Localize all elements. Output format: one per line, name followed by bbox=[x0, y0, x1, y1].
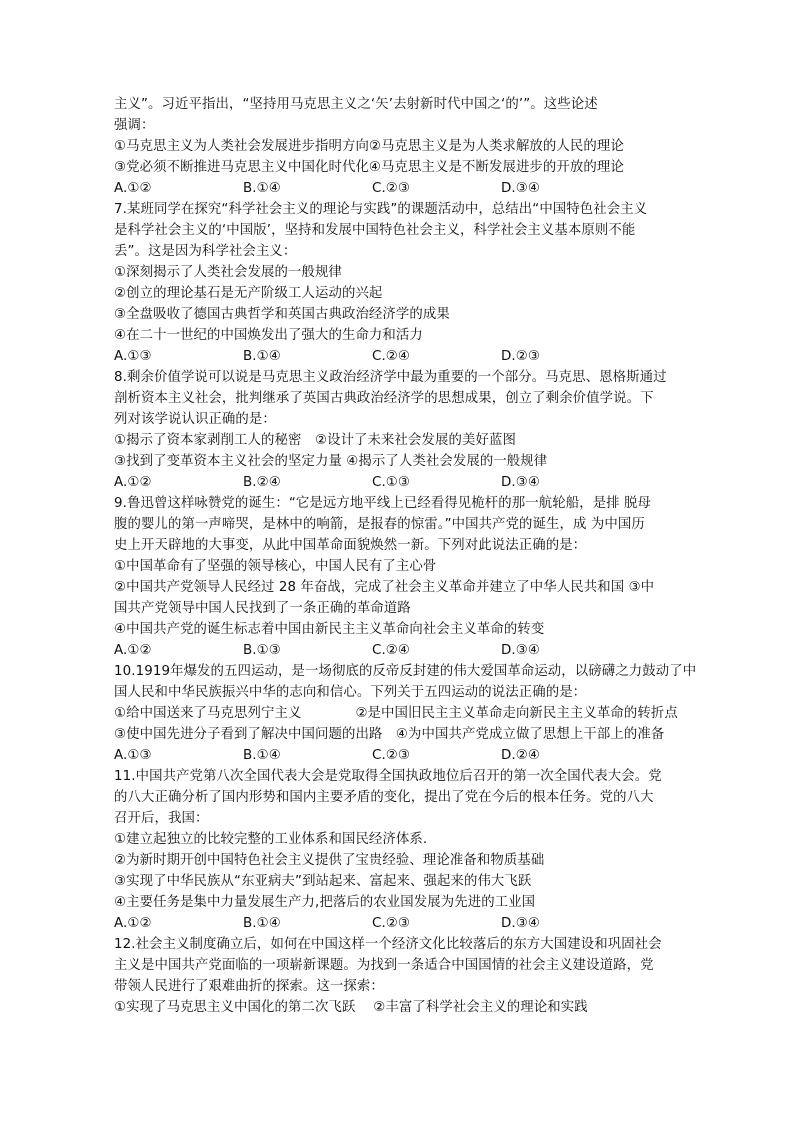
text-line: ④主要任务是集中力量发展生产力,把落后的农业国发展为先进的工业国 bbox=[114, 895, 536, 910]
text-line: ②为新时期开创中国特色社会主义提供了宝贵经验、理论准备和物质基础 bbox=[114, 853, 545, 868]
text-line: ③找到了变革资本主义社会的坚定力量 ④揭示了人类社会发展的一般规律 bbox=[114, 454, 548, 469]
answer-option: A.①③ bbox=[114, 748, 152, 763]
answer-options bbox=[114, 913, 686, 934]
answer-option: B.①④ bbox=[243, 349, 281, 364]
answer-option: A.①② bbox=[114, 643, 152, 658]
text-line: ①揭示了资本家剥削工人的秘密 ②设计了未来社会发展的美好蓝图 bbox=[114, 433, 516, 448]
text-line: 主义是中国共产党面临的一项崭新课题。为找到一条适合中国国情的社会主义建设道路，党 bbox=[114, 958, 654, 973]
answer-options bbox=[114, 745, 686, 766]
answer-options bbox=[114, 178, 686, 199]
text-line: 10.1919年爆发的五四运动，是一场彻底的反帝反封建的伟大爱国革命运动，以磅礴之力鼓动了中 bbox=[114, 664, 697, 679]
text-line: 剖析资本主义社会，批判继承了英国古典政治经济学的思想成果，创立了剩余价值学说。下 bbox=[114, 391, 654, 406]
text-line: ③使中国先进分子看到了解决中国问题的出路 ④为中国共产党成立做了思想上干部上的准备 bbox=[114, 727, 665, 742]
text-line: ③党必须不断推进马克思主义中国化时代化④马克思主义是不断发展进步的开放的理论 bbox=[114, 160, 624, 175]
text-line: 国共产党领导中国人民找到了一条正确的革命道路 bbox=[114, 601, 411, 616]
text-line: 国人民和中华民族振兴中华的志向和信心。下列关于五四运动的说法正确的是： bbox=[114, 685, 587, 700]
answer-option: B.①④ bbox=[243, 748, 281, 763]
answer-option: D.③④ bbox=[501, 475, 540, 490]
text-line: 的八大正确分析了国内形势和国内主要矛盾的变化，提出了党在今后的根本任务。党的八大 bbox=[114, 790, 654, 805]
text-line: 12.社会主义制度确立后，如何在中国这样一个经济文化比较落后的东方大国建设和巩固社会 bbox=[114, 937, 662, 952]
text-line: 强调： bbox=[114, 118, 155, 133]
text-line: 7.某班同学在探究“科学社会主义的理论与实践”的课题活动中，总结出“中国特色社会主义 bbox=[114, 202, 648, 217]
text-line: 主义”。习近平指出，“坚持用马克思主义之‘矢’去射新时代中国之‘的’”。这些论述 bbox=[114, 97, 598, 112]
text-line: 8.剩余价值学说可以说是马克思主义政治经济学中最为重要的一个部分。马克思、恩格斯通过 bbox=[114, 370, 667, 385]
answer-option: D.③④ bbox=[501, 916, 540, 931]
answer-option: B.②④ bbox=[243, 475, 281, 490]
text-line: 史上开天辟地的大事变，从此中国革命面貌焕然一新。下列对此说法正确的是： bbox=[114, 538, 587, 553]
answer-option: B.①④ bbox=[243, 916, 281, 931]
answer-option: D.②④ bbox=[501, 748, 540, 763]
answer-option: A.①③ bbox=[114, 349, 152, 364]
text-line: ①深刻揭示了人类社会发展的一般规律 bbox=[114, 265, 342, 280]
answer-option: C.②③ bbox=[372, 181, 411, 196]
answer-option: C.①③ bbox=[372, 475, 411, 490]
answer-option: D.③④ bbox=[501, 181, 540, 196]
text-line: ①中国革命有了坚强的领导核心，中国人民有了主心骨 bbox=[114, 559, 437, 574]
answer-options bbox=[114, 472, 686, 493]
text-line: 召开后，我国： bbox=[114, 811, 209, 826]
answer-option: B.①④ bbox=[243, 181, 281, 196]
text-line: ④在二十一世纪的中国焕发出了强大的生命力和活力 bbox=[114, 328, 423, 343]
text-line: 是科学社会主义的‘中国版’，坚持和发展中国特色社会主义，科学社会主义基本原则不能 bbox=[114, 223, 636, 238]
answer-option: C.②③ bbox=[372, 748, 411, 763]
text-line: ①给中国送来了马克思列宁主义 ②是中国旧民主主义革命走向新民主主义革命的转折点 bbox=[114, 706, 678, 721]
text-line: 腹的婴儿的第一声啼哭，是林中的响箭，是报春的惊雷。”中国共产党的诞生，成 为中国历 bbox=[114, 517, 645, 532]
answer-option: B.①③ bbox=[243, 643, 281, 658]
text-line: ①实现了马克思主义中国化的第二次飞跃 ②丰富了科学社会主义的理论和实践 bbox=[114, 1000, 588, 1015]
answer-option: D.②③ bbox=[501, 349, 540, 364]
text-line: ②创立的理论基石是无产阶级工人运动的兴起 bbox=[114, 286, 383, 301]
text-line: 11.中国共产党第八次全国代表大会是党取得全国执政地位后召开的第一次全国代表大会。党 bbox=[114, 769, 662, 784]
answer-options bbox=[114, 640, 686, 661]
answer-option: C.②④ bbox=[372, 643, 411, 658]
text-line: 带领人民进行了艰难曲折的探索。这一探索： bbox=[114, 979, 384, 994]
text-line: ③实现了中华民族从“东亚病夫”到站起来、富起来、强起来的伟大飞跃 bbox=[114, 874, 532, 889]
text-line: ①建立起独立的比较完整的工业体系和国民经济体系. bbox=[114, 832, 428, 847]
text-line: ④中国共产党的诞生标志着中国由新民主主义革命向社会主义革命的转变 bbox=[114, 622, 545, 637]
answer-option: A.①② bbox=[114, 475, 152, 490]
answer-option: C.②③ bbox=[372, 916, 411, 931]
answer-option: C.②④ bbox=[372, 349, 411, 364]
text-line: ③全盘吸收了德国古典哲学和英国古典政治经济学的成果 bbox=[114, 307, 450, 322]
answer-option: A.①② bbox=[114, 916, 152, 931]
text-line: 9.鲁迅曾这样咏赞党的诞生：“它是远方地平线上已经看得见桅杆的那一航轮船，是排 脱母 bbox=[114, 496, 652, 511]
text-line: 列对该学说认识正确的是： bbox=[114, 412, 276, 427]
answer-option: D.③④ bbox=[501, 643, 540, 658]
answer-options bbox=[114, 346, 686, 367]
answer-option: A.①② bbox=[114, 181, 152, 196]
text-line: 丢”。这是因为科学社会主义： bbox=[114, 244, 297, 259]
text-line: ②中国共产党领导人民经过 28 年奋战，完成了社会主义革命并建立了中华人民共和国 ③中 bbox=[114, 580, 655, 595]
text-line: ①马克思主义为人类社会发展进步指明方向②马克思主义是为人类求解放的人民的理论 bbox=[114, 139, 624, 154]
